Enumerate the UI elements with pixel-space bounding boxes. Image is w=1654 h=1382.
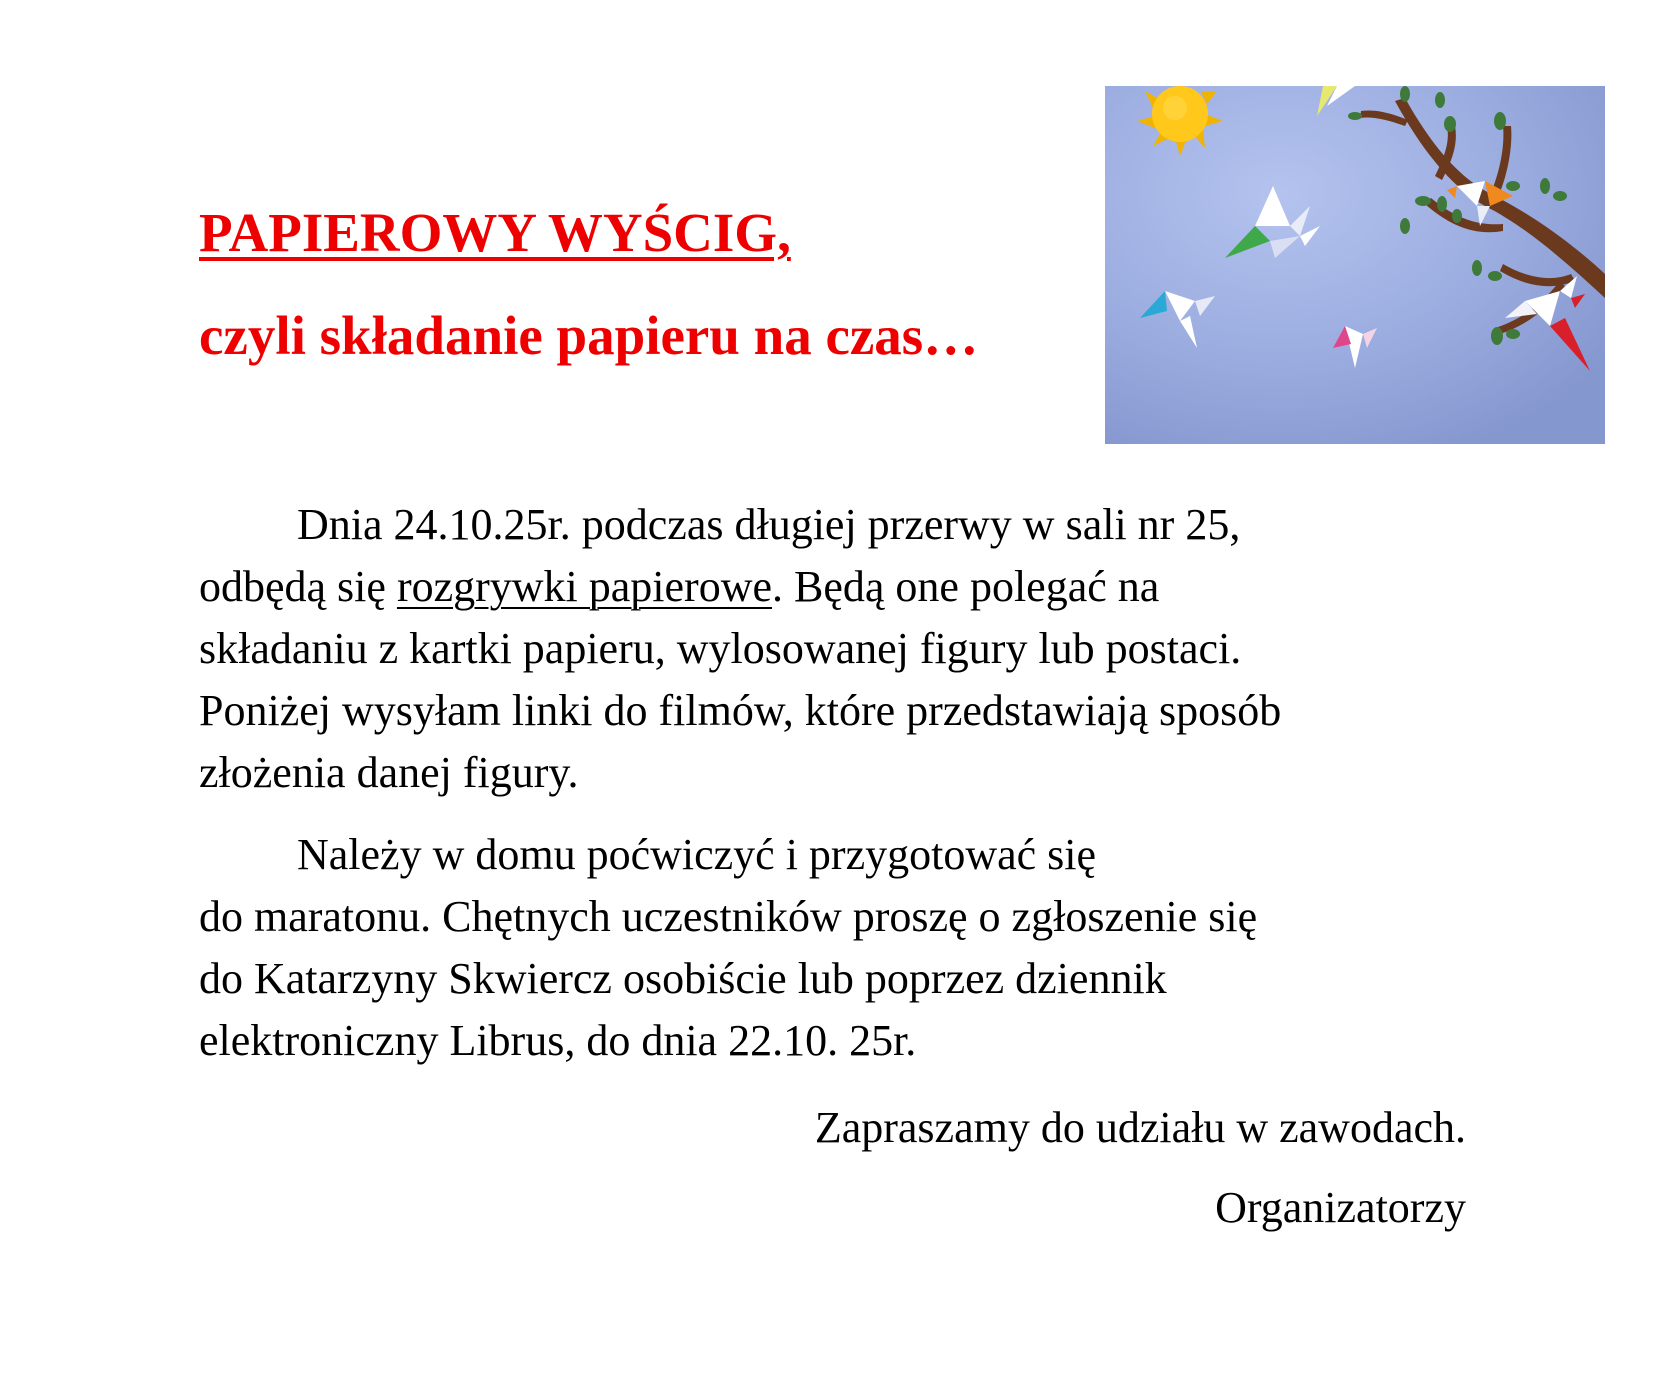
paragraph1-line1: Dnia 24.10.25r. podczas długiej przerwy w sali nr 25, — [297, 500, 1241, 549]
origami-birds-illustration — [1105, 86, 1605, 444]
closing-invitation: Zapraszamy do udziału w zawodach. — [814, 1103, 1466, 1152]
paragraph1-line5: złożenia danej figury. — [199, 748, 579, 797]
origami-birds-on-branch-illustration-icon — [1105, 86, 1605, 444]
paragraph2-line2: do maratonu. Chętnych uczestników proszę o zgłoszenie się — [199, 892, 1258, 941]
paragraph1-line2-after: . Będą one polegać na — [772, 562, 1160, 611]
paragraph-event-details — [199, 494, 1479, 804]
page-subtitle: czyli składanie papieru na czas… — [199, 305, 979, 366]
signature-organizers: Organizatorzy — [1215, 1183, 1466, 1232]
paragraph1-line2-before: odbędą się — [199, 562, 397, 611]
paper-games-underlined-text: rozgrywki papierowe — [396, 562, 773, 611]
paragraph1-line4: Poniżej wysyłam linki do filmów, które przedstawiają sposób — [199, 686, 1282, 735]
paragraph-registration — [199, 824, 1479, 1072]
paragraph1-line3: składaniu z kartki papieru, wylosowanej figury lub postaci. — [199, 624, 1242, 673]
paragraph2-line4: elektroniczny Librus, do dnia 22.10. 25r. — [199, 1016, 917, 1065]
paragraph2-line1: Należy w domu poćwiczyć i przygotować się — [297, 830, 1097, 879]
paragraph2-line3: do Katarzyny Skwiercz osobiście lub poprzez dziennik — [199, 954, 1167, 1003]
page-title: PAPIEROWY WYŚCIG, — [199, 202, 791, 263]
